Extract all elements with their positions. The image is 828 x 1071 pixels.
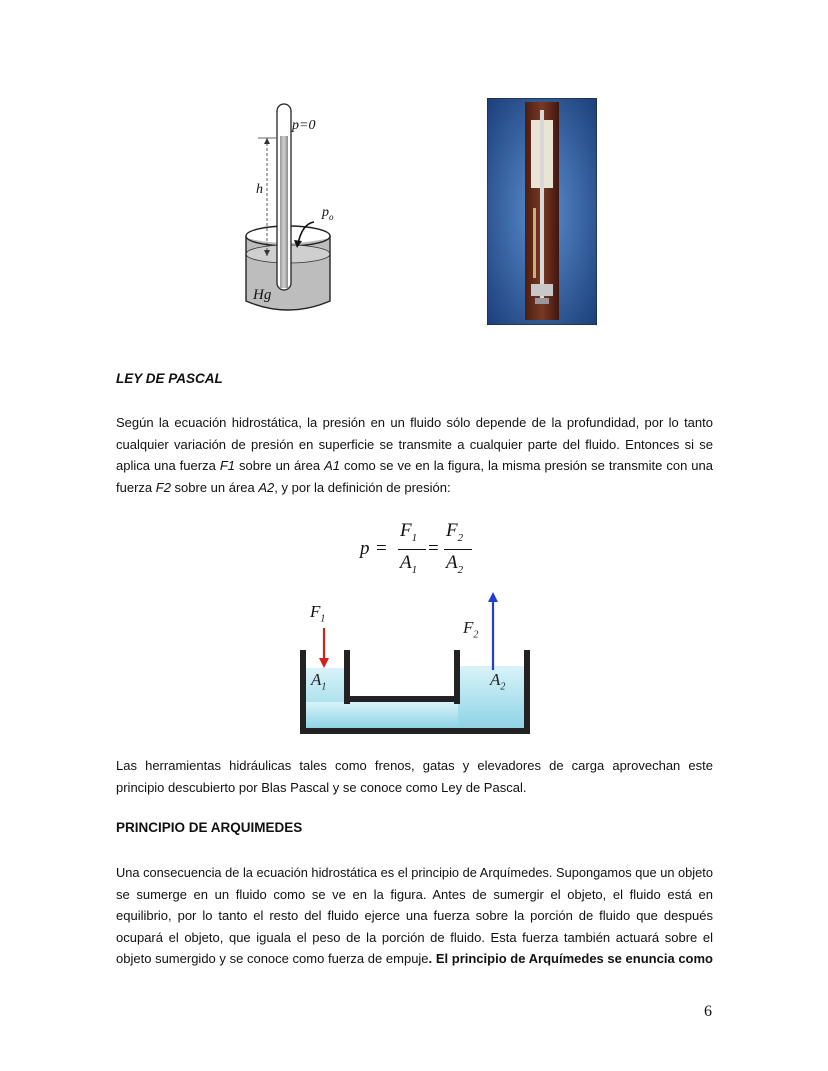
pressure-formula: p = $F_1$ $A_1$ = $F_2$ $A_2$	[360, 520, 480, 580]
pascal-line-2: cualquier variación de presión en superficie se transmite a cualquier parte del fluido. Entonces si se	[116, 436, 713, 452]
tools-line-1: Las herramientas hidráulicas tales como frenos, gatas y elevadores de carga aprovechan este	[116, 758, 713, 773]
pascal-line-1: Según la ecuación hidrostática, la presión en un fluido sólo depende de la profundidad, por lo tanto	[116, 415, 713, 430]
press-label-a1: $A_1$	[311, 670, 327, 693]
label-p0: $p_o$	[322, 205, 334, 222]
arquimedes-heading: PRINCIPIO DE ARQUIMEDES	[116, 820, 303, 835]
arq-line-5: objeto sumergido y se conoce como fuerza de empuje. El principio de Arquímedes se enuncia como	[116, 951, 714, 966]
pascal-line-3: aplica una fuerza F1 sobre un área A1 como se ve en la figura, la misma presión se transmite con una	[116, 458, 713, 473]
arq-line-4: ocupará el objeto, que iguala el peso de la porción de fluido. Esta fuerza también actuará sobre el	[116, 929, 713, 945]
arq-line-1: Una consecuencia de la ecuación hidrostática es el principio de Arquímedes. Supongamos que un objeto	[116, 865, 713, 880]
pascal-line-4: fuerza F2 sobre un área A2, y por la definición de presión:	[116, 479, 451, 495]
tools-line-2: principio descubierto por Blas Pascal y se conoce como Ley de Pascal.	[116, 779, 527, 795]
arq-line-2: se sumerge en un fluido como se ve en la figura. Antes de sumergir el objeto, el fluido está en	[116, 886, 713, 902]
hydraulic-press-diagram	[296, 590, 534, 736]
tools-paragraph	[116, 755, 713, 798]
barometer-photo	[487, 98, 597, 325]
label-hg: Hg	[253, 287, 272, 303]
label-h: h	[256, 182, 263, 197]
press-label-f2: $F_2$	[463, 618, 479, 641]
arq-line-3: equilibrio, por lo tanto el resto del fluido ejerce una fuerza sobre la porción de fluido que después	[116, 908, 713, 923]
pascal-paragraph	[116, 412, 713, 498]
label-p-zero: p=0	[292, 118, 316, 133]
press-label-f1: $F_1$	[310, 602, 326, 625]
press-label-a2: $A_2$	[490, 670, 506, 693]
arquimedes-paragraph	[116, 862, 713, 970]
page-number: 6	[704, 1003, 712, 1020]
pascal-heading: LEY DE PASCAL	[116, 371, 223, 386]
